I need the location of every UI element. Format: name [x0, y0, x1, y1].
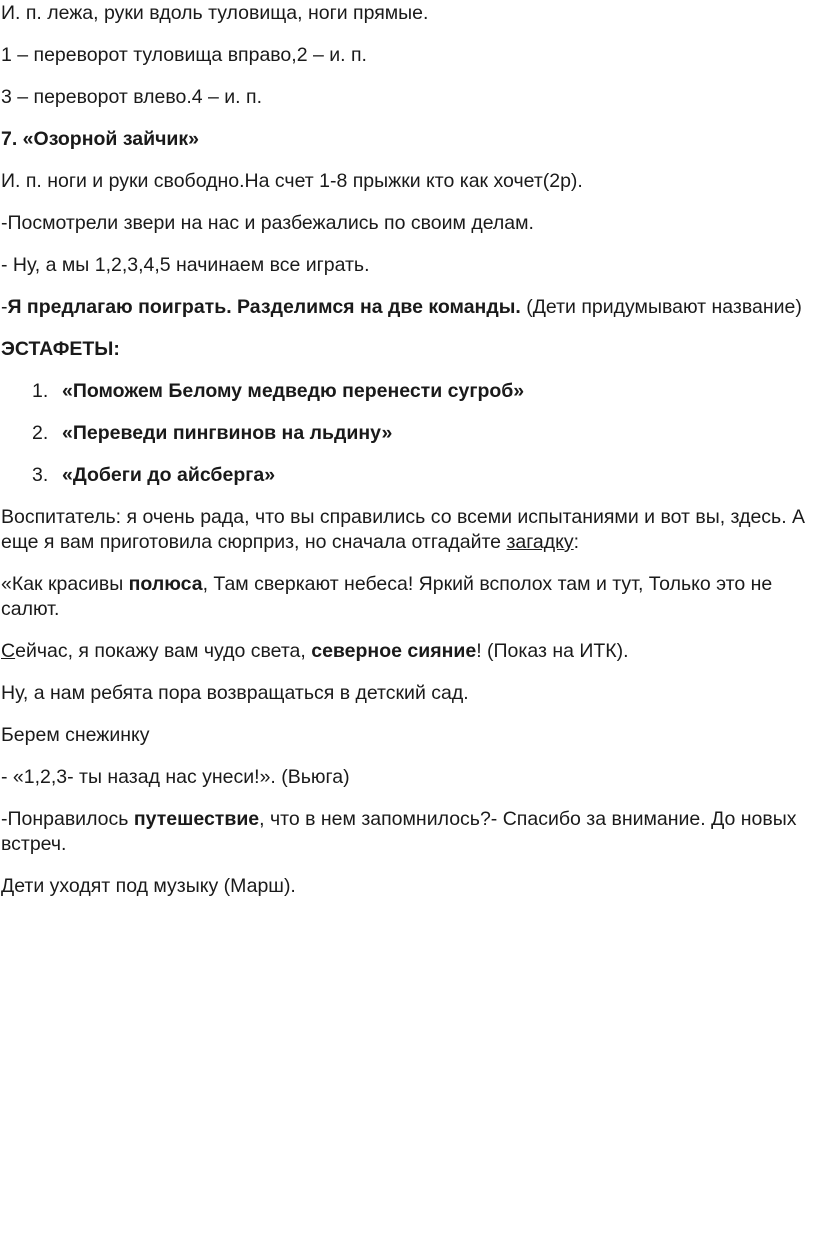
aurora-start: ейчас, я покажу вам чудо света,	[15, 640, 312, 662]
riddle-paragraph	[1, 572, 812, 622]
narration-animals: -Посмотрели звери на нас и разбежались по своим делам.	[1, 212, 534, 234]
game-heading: 7. «Озорной зайчик»	[1, 128, 199, 150]
list-item-number: 1.	[32, 380, 49, 402]
relay-list	[1, 379, 812, 488]
aurora-underlined-letter: С	[1, 640, 16, 662]
list-item	[1, 421, 812, 446]
riddle-bold-word: полюса	[128, 573, 203, 595]
teams-rest-text: (Дети придумывают название)	[520, 296, 802, 318]
teacher-text: Воспитатель: я очень рада, что вы справились со всеми испытаниями и вот вы, здесь. А еще я вам приготовила сюрприз, но сначала отгадайте	[1, 506, 806, 553]
return-paragraph: Ну, а нам ребята пора возвращаться в детский сад.	[1, 682, 469, 704]
riddle-underlined: загадку	[506, 531, 574, 553]
list-item	[1, 463, 812, 488]
teams-bold-text: Я предлагаю поиграть. Разделимся на две команды.	[7, 296, 521, 318]
list-item-text: «Поможем Белому медведю перенести сугроб»	[62, 380, 525, 402]
list-item-number: 3.	[32, 464, 49, 486]
exercise-step-1-2: 1 – переворот туловища вправо,2 – и. п.	[1, 44, 367, 66]
feedback-start: -Понравилось	[1, 808, 134, 830]
teams-dash: -	[1, 296, 8, 318]
teacher-paragraph	[1, 505, 812, 555]
snowflake-paragraph: Берем снежинку	[1, 724, 150, 746]
exercise-step-3-4: 3 – переворот влево.4 – и. п.	[1, 86, 262, 108]
list-item	[1, 379, 812, 404]
exit-paragraph: Дети уходят под музыку (Марш).	[1, 875, 296, 897]
riddle-start: «Как красивы	[1, 573, 129, 595]
teams-paragraph	[1, 295, 812, 320]
list-item-number: 2.	[32, 422, 49, 444]
teacher-colon: :	[573, 531, 580, 553]
aurora-rest: ! (Показ на ИТК).	[476, 640, 629, 662]
aurora-bold-text: северное сияние	[311, 640, 477, 662]
feedback-rest: , что в нем запомнилось?- Спасибо за внимание. До новых встреч.	[1, 808, 797, 855]
aurora-paragraph	[1, 639, 812, 664]
riddle-rest: , Там сверкают небеса! Яркий всполох там и тут, Только это не салют.	[1, 573, 773, 620]
game-start-position: И. п. ноги и руки свободно.На счет 1-8 прыжки кто как хочет(2р).	[1, 170, 583, 192]
relay-heading: ЭСТАФЕТЫ:	[1, 338, 120, 360]
list-item-text: «Переведи пингвинов на льдину»	[62, 422, 393, 444]
feedback-bold-word: путешествие	[133, 808, 260, 830]
blizzard-paragraph: - «1,2,3- ты назад нас унеси!». (Вьюга)	[1, 766, 350, 788]
feedback-paragraph	[1, 807, 812, 857]
list-item-text: «Добеги до айсберга»	[62, 464, 276, 486]
narration-count: - Ну, а мы 1,2,3,4,5 начинаем все играть.	[1, 254, 370, 276]
exercise-start-position: И. п. лежа, руки вдоль туловища, ноги прямые.	[1, 2, 429, 24]
